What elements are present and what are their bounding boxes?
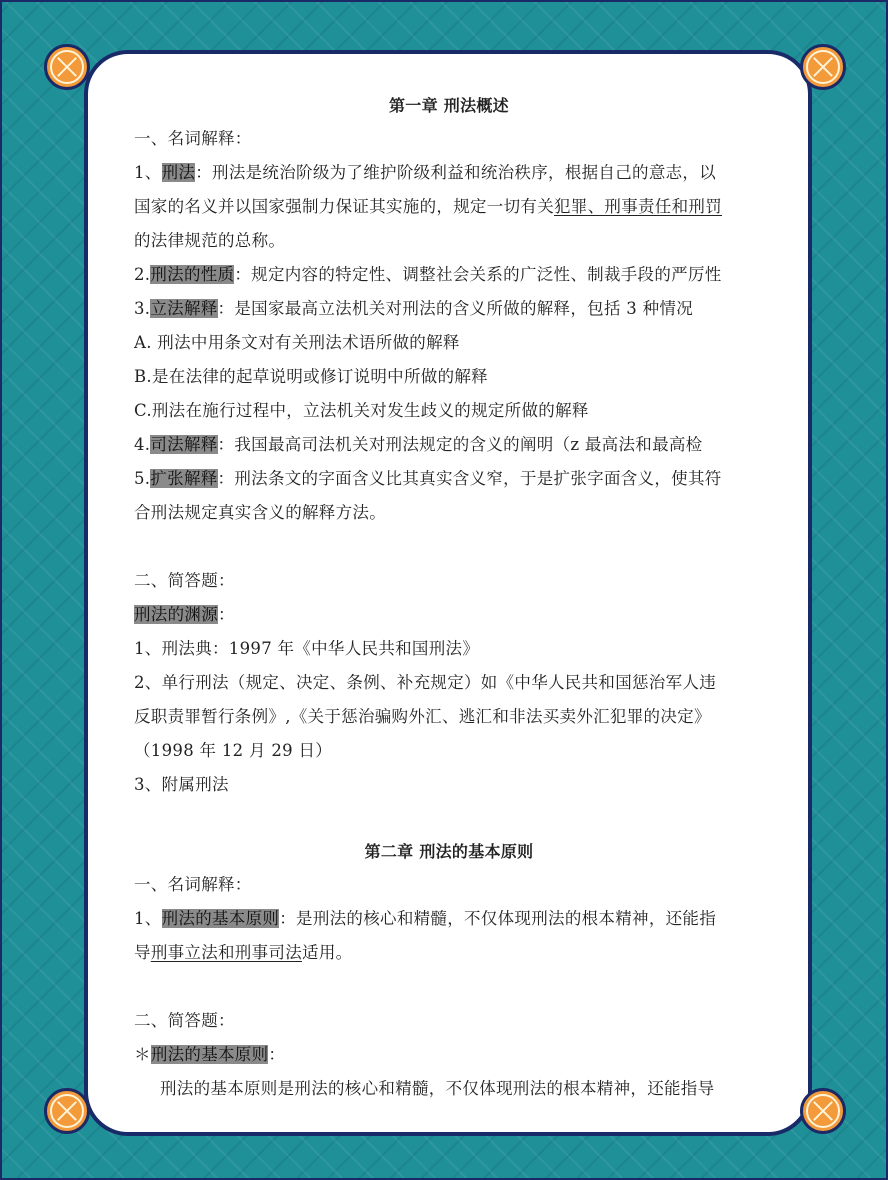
ch1-answer-2-line-1: 2、单行刑法（规定、决定、条例、补充规定）如《中华人民共和国惩治军人违 — [134, 673, 716, 692]
item-text: 导 — [134, 943, 151, 962]
ch2-section-short-answer: 二、简答题： — [134, 1011, 235, 1030]
corner-ornament-icon — [800, 44, 846, 90]
item-number: 1、 — [134, 163, 162, 182]
ch2-question — [134, 1038, 764, 1072]
corner-ornament-icon — [44, 1088, 90, 1134]
chapter-2-title: 第二章 刑法的基本原则 — [364, 842, 534, 861]
item-text: ：是刑法的核心和精髓，不仅体现刑法的根本精神，还能指 — [279, 909, 717, 928]
item-number: 5. — [134, 469, 151, 488]
question-colon: ： — [218, 605, 235, 624]
ch1-item-3 — [134, 292, 764, 326]
question-colon: ： — [268, 1045, 286, 1064]
highlighted-term: 司法解释 — [150, 435, 218, 454]
highlighted-term: 扩张解释 — [150, 469, 218, 488]
underlined-text: 刑事立法和刑事司法 — [150, 943, 303, 962]
item-text: ：刑法条文的字面含义比其真实含义窄，于是扩张字面含义，使其符 — [217, 469, 722, 488]
ch2-item-1-line-2 — [134, 936, 764, 970]
ch1-answer-3: 3、附属刑法 — [134, 775, 229, 794]
ch1-answer-1: 1、刑法典：1997 年《中华人民共和国刑法》 — [134, 639, 480, 658]
highlighted-term: 立法解释 — [150, 299, 218, 318]
ch1-question — [134, 598, 764, 632]
chapter-1-title: 第一章 刑法概述 — [389, 96, 509, 115]
highlighted-term: 刑法 — [161, 163, 196, 182]
ch2-section-definitions: 一、名词解释： — [134, 875, 252, 894]
ch1-section-short-answer: 二、简答题： — [134, 571, 235, 590]
item-number: 3. — [134, 299, 151, 318]
item-text: ：刑法是统治阶级为了维护阶级利益和统治秩序，根据自己的意志，以 — [195, 163, 717, 182]
ch1-answer-2-line-3: （1998 年 12 月 29 日） — [134, 741, 333, 760]
spacer — [134, 970, 764, 1004]
item-number: 4. — [134, 435, 151, 454]
ch1-item-4 — [134, 428, 764, 462]
ch1-item-1-line-3: 的法律规范的总称。 — [134, 231, 286, 250]
corner-ornament-icon — [44, 44, 90, 90]
spacer — [134, 802, 764, 836]
highlighted-term: 刑法的基本原则 — [161, 909, 280, 928]
spacer — [134, 530, 764, 564]
document-content — [134, 90, 764, 1106]
item-number: 2. — [134, 265, 151, 284]
ch1-item-5-line-2: 合刑法规定真实含义的解释方法。 — [134, 503, 386, 522]
ch2-answer-paragraph: 刑法的基本原则是刑法的核心和精髓，不仅体现刑法的根本精神，还能指导 — [160, 1079, 715, 1098]
ch1-section-definitions: 一、名词解释： — [134, 129, 252, 148]
highlighted-term: 刑法的性质 — [150, 265, 235, 284]
ch1-item-5-line-1 — [134, 462, 764, 496]
bullet-mark: ＊ — [134, 1045, 151, 1064]
underlined-text: 犯罪、刑事责任和刑罚 — [554, 197, 722, 216]
ch1-answer-2-line-2: 反职责罪暂行条例》,《关于惩治骗购外汇、逃汇和非法买卖外汇犯罪的决定》 — [134, 707, 711, 726]
item-text: ：规定内容的特定性、调整社会关系的广泛性、制裁手段的严厉性 — [234, 265, 722, 284]
highlighted-term: 刑法的渊源 — [134, 605, 218, 624]
item-number: 1、 — [134, 909, 162, 928]
ch2-item-1-line-1 — [134, 902, 764, 936]
ch1-item-2 — [134, 258, 764, 292]
ch1-item-3-c: C.刑法在施行过程中，立法机关对发生歧义的规定所做的解释 — [134, 401, 589, 420]
ch1-item-3-b: B.是在法律的起草说明或修订说明中所做的解释 — [134, 367, 488, 386]
ch1-item-1-line-2 — [134, 190, 764, 224]
item-text: 适用。 — [302, 943, 353, 962]
item-text: 国家的名义并以国家强制力保证其实施的，规定一切有关 — [134, 197, 554, 216]
document-page — [84, 50, 812, 1136]
item-text: ：我国最高司法机关对刑法规定的含义的阐明（z 最高法和最高检 — [217, 435, 703, 454]
item-text: ：是国家最高立法机关对刑法的含义所做的解释，包括 3 种情况 — [217, 299, 694, 318]
corner-ornament-icon — [800, 1088, 846, 1134]
ch1-item-3-a: A. 刑法中用条文对有关刑法术语所做的解释 — [134, 333, 460, 352]
ch1-item-1-line-1 — [134, 156, 764, 190]
highlighted-term: 刑法的基本原则 — [150, 1045, 269, 1064]
